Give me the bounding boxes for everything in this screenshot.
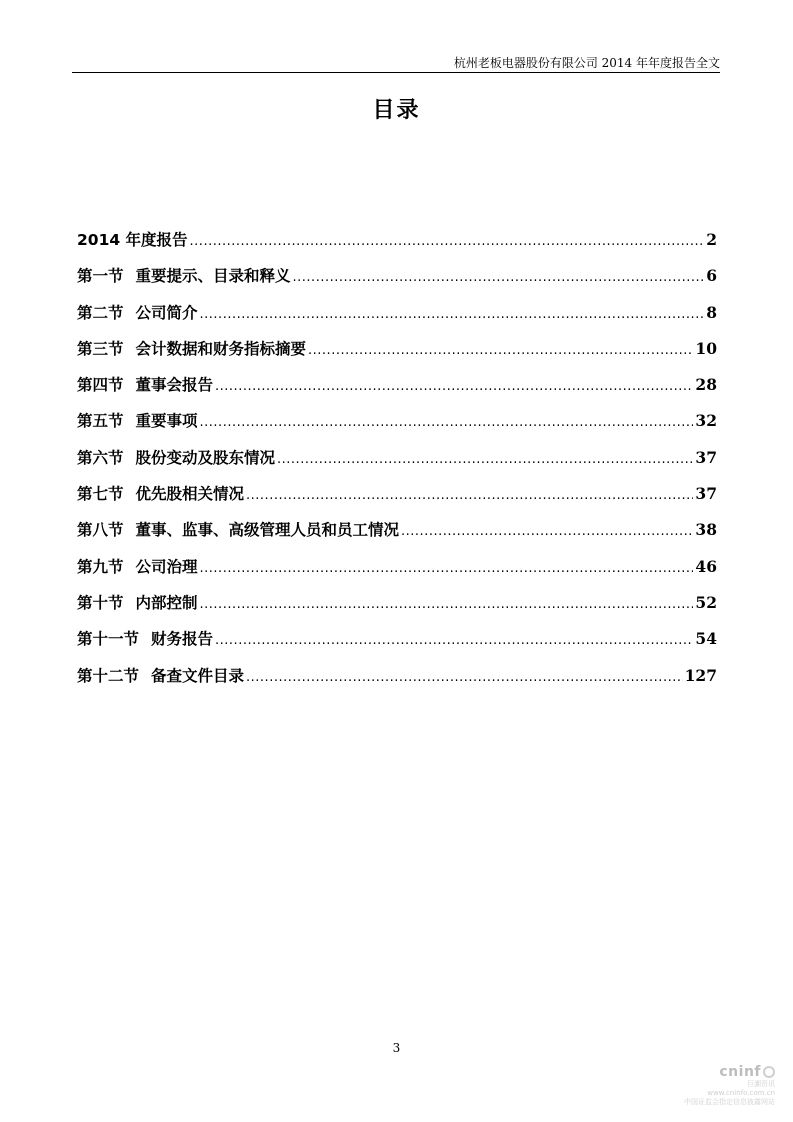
toc-page-number: 52 (695, 592, 717, 612)
toc-page-number: 10 (695, 338, 717, 358)
toc-section-label: 第十一节 (77, 630, 140, 649)
toc-page-number: 54 (695, 629, 717, 649)
watermark-line3: 中国证监会指定信息披露网站 (684, 1098, 775, 1106)
toc-page-number: 6 (706, 266, 717, 286)
toc-leader-dots (308, 343, 693, 358)
table-of-contents (77, 228, 717, 700)
page-title: 目录 (372, 98, 421, 123)
toc-entry[interactable] (77, 409, 717, 445)
toc-entry[interactable] (77, 518, 717, 554)
toc-leader-dots (200, 415, 694, 430)
toc-page-number: 38 (695, 520, 717, 540)
toc-entry[interactable] (77, 373, 717, 409)
watermark-logo (679, 1064, 775, 1080)
toc-entry-title: 会计数据和财务指标摘要 (135, 339, 307, 358)
toc-entry-title: 董事、监事、高级管理人员和员工情况 (135, 521, 400, 540)
toc-section-label: 第十节 (77, 593, 124, 612)
page-number: 3 (392, 1041, 401, 1055)
toc-leader-dots (246, 488, 693, 503)
watermark (679, 1064, 775, 1112)
toc-entry-title: 优先股相关情况 (135, 485, 245, 504)
toc-section-label: 第八节 (77, 521, 124, 540)
cninfo-logo-icon (763, 1066, 775, 1078)
toc-leader-dots (215, 633, 693, 648)
toc-leader-dots (401, 524, 693, 539)
toc-section-label: 第四节 (77, 376, 124, 395)
toc-section-label: 第七节 (77, 485, 124, 504)
toc-section-label: 第三节 (77, 339, 124, 358)
toc-entry[interactable] (77, 627, 717, 663)
toc-entry[interactable] (77, 664, 717, 700)
toc-entry-title: 公司治理 (135, 557, 198, 576)
running-header: 杭州老板电器股份有限公司 2014 年年度报告全文 (453, 56, 720, 70)
watermark-line1: 巨潮资讯 (747, 1080, 775, 1088)
toc-page-number: 127 (684, 665, 717, 685)
toc-leader-dots (246, 670, 683, 685)
toc-leader-dots (200, 561, 694, 576)
toc-page-number: 32 (695, 411, 717, 431)
toc-leader-dots (277, 452, 693, 467)
toc-entry-title: 财务报告 (151, 630, 214, 649)
toc-page-number: 8 (706, 302, 717, 322)
toc-entry[interactable] (77, 482, 717, 518)
toc-section-label: 第五节 (77, 412, 124, 431)
toc-entry[interactable] (77, 337, 717, 373)
toc-leader-dots (293, 270, 705, 285)
toc-entry[interactable] (77, 555, 717, 591)
toc-page-number: 37 (695, 447, 717, 467)
toc-entry-title: 内部控制 (135, 593, 198, 612)
watermark-line2: www.cninfo.com.cn (707, 1089, 775, 1097)
toc-leader-dots (200, 307, 705, 322)
header-rule (72, 72, 720, 73)
toc-entry[interactable] (77, 228, 717, 264)
toc-section-label: 第九节 (77, 557, 124, 576)
toc-entry-title: 重要提示、目录和释义 (135, 267, 291, 286)
toc-leader-dots (190, 234, 705, 249)
toc-section-label: 第一节 (77, 267, 124, 286)
toc-entry-title: 董事会报告 (135, 376, 214, 395)
toc-entry-title: 备查文件目录 (151, 666, 245, 685)
toc-entry[interactable] (77, 591, 717, 627)
toc-section-label: 第二节 (77, 303, 124, 322)
toc-entry[interactable] (77, 264, 717, 300)
toc-page-number: 2 (706, 230, 717, 249)
watermark-logo-text: cninf (719, 1064, 761, 1080)
toc-page-number: 46 (695, 556, 717, 576)
toc-entry-title: 重要事项 (135, 412, 198, 431)
toc-section-label: 第十二节 (77, 666, 140, 685)
toc-entry[interactable] (77, 301, 717, 337)
toc-section-label: 第六节 (77, 448, 124, 467)
toc-page-number: 37 (695, 484, 717, 504)
toc-entry-title: 2014 年度报告 (77, 231, 188, 249)
toc-leader-dots (215, 379, 693, 394)
toc-entry-title: 公司简介 (135, 303, 198, 322)
toc-entry[interactable] (77, 446, 717, 482)
toc-page-number: 28 (695, 375, 717, 395)
toc-entry-title: 股份变动及股东情况 (135, 448, 276, 467)
toc-leader-dots (200, 597, 694, 612)
